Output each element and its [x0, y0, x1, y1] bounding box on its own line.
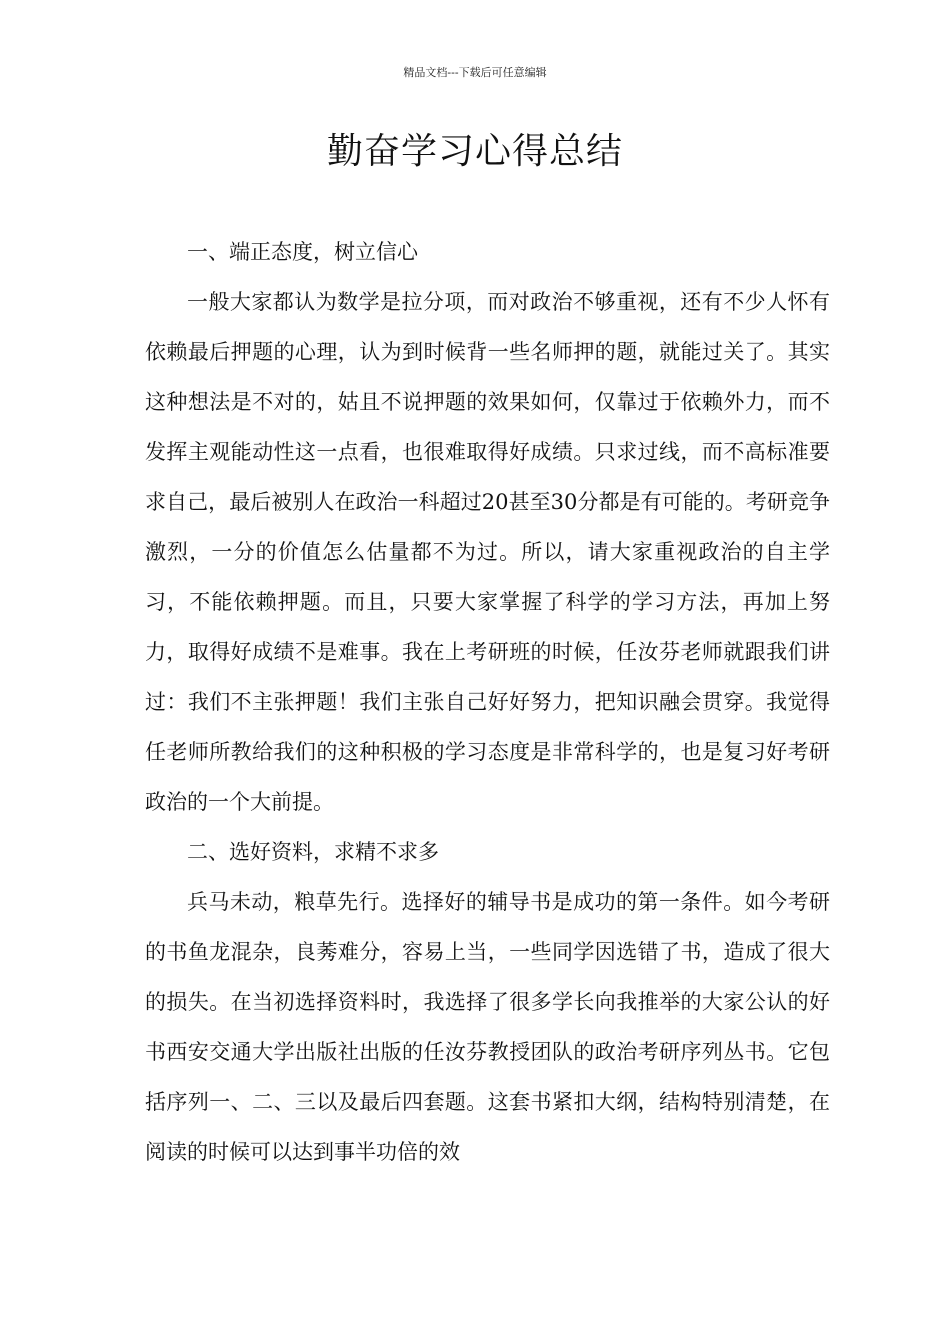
header-note: 精品文档---下载后可任意编辑 — [403, 66, 547, 79]
document-title: 勤奋学习心得总结 — [326, 131, 623, 172]
body-paragraph-2: 兵马未动，粮草先行。选择好的辅导书是成功的第一条件。如今考研的书鱼龙混杂，良莠难分，容易上当，一些同学因选错了书，造成了很大的损失。在当初选择资料时，我选择了很多学长向我推举的大家公认的好书西安交通大学出版社出版的任汝芬教授团队的政治考研序列丛书。它包括序列一、二、三以及最后四套题。这套书紧扣大纲，结构特别清楚，在阅读的时候可以达到事半功倍的效 — [145, 890, 830, 1164]
body-paragraph-1: 一般大家都认为数学是拉分项，而对政治不够重视，还有不少人怀有依赖最后押题的心理，认为到时候背一些名师押的题，就能过关了。其实这种想法是不对的，姑且不说押题的效果如何，仅靠过于依赖外力，而不发挥主观能动性这一点看，也很难取得好成绩。只求过线，而不高标准要求自己，最后被别人在政治一科超过20甚至30分都是有可能的。考研竞争激烈，一分的价值怎么估量都不为过。所以，请大家重视政治的自主学习，不能依赖押题。而且，只要大家掌握了科学的学习方法，再加上努力，取得好成绩不是难事。我在上考研班的时候，任汝芬老师就跟我们讲过：我们不主张押题！我们主张自己好好努力，把知识融会贯穿。我觉得任老师所教给我们的这种积极的学习态度是非常科学的，也是复习好考研政治的一个大前提。 — [145, 290, 830, 814]
section-heading-1: 一、端正态度，树立信心 — [187, 240, 418, 264]
section-heading-2: 二、选好资料，求精不求多 — [187, 840, 439, 864]
document-body — [145, 227, 830, 1177]
